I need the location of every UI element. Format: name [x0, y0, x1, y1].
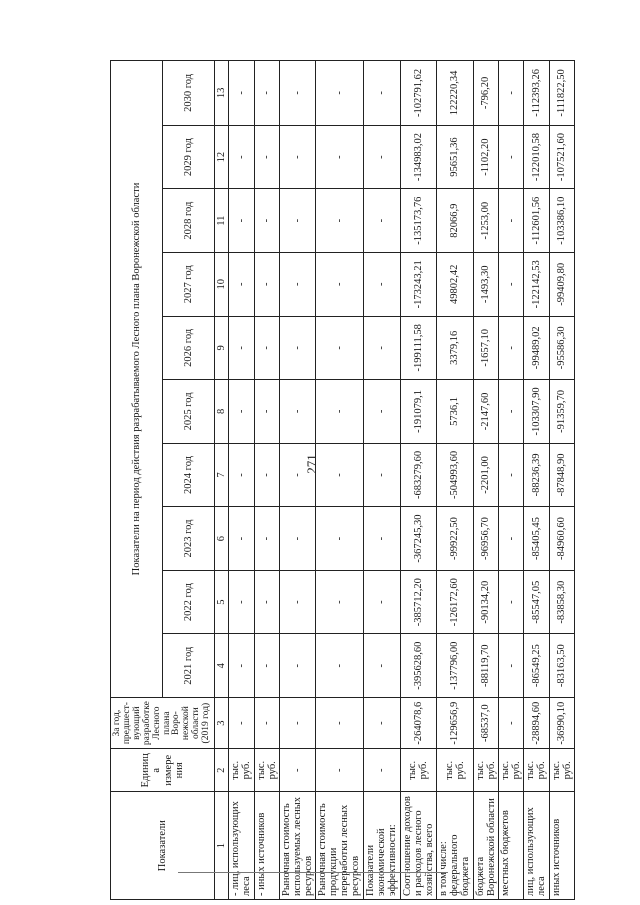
row-value: -	[364, 634, 401, 698]
table-row	[498, 61, 523, 900]
row-value: -1102,20	[473, 125, 498, 189]
row-value: -	[279, 189, 316, 253]
row-value: -	[364, 189, 401, 253]
row-value: -	[254, 698, 279, 749]
row-unit: тыс. руб.	[549, 749, 574, 792]
row-value: -122142,53	[524, 252, 549, 316]
row-value: -	[316, 125, 364, 189]
header-year-6: 2026 год	[163, 316, 215, 380]
row-label: в том числе: федерального бюджета	[437, 792, 474, 900]
table-row	[316, 61, 364, 900]
row-label: Рыночная стоимость продукции переработки лесных ресурсов	[316, 792, 364, 900]
row-value: -	[254, 125, 279, 189]
row-value: -385712,20	[400, 570, 437, 634]
row-value: -	[279, 698, 316, 749]
column-number-4: 4	[215, 634, 229, 698]
header-year-5: 2025 год	[163, 380, 215, 444]
row-value: -	[364, 316, 401, 380]
row-value: -	[316, 380, 364, 444]
column-number-8: 8	[215, 380, 229, 444]
row-value: -134983,02	[400, 125, 437, 189]
header-prev-year: За год, предшест-вующий разработке Лесного плана Воро-нежской области (2019 год)	[111, 698, 215, 749]
row-value: 122220,34	[437, 61, 474, 126]
row-value: -	[254, 189, 279, 253]
row-value: -199111,58	[400, 316, 437, 380]
row-label: бюджета Воронежской области	[473, 792, 498, 900]
row-value: -	[229, 443, 254, 507]
row-value: -	[279, 443, 316, 507]
row-value: -129656,9	[437, 698, 474, 749]
row-value: -	[229, 189, 254, 253]
table-row	[254, 61, 279, 900]
row-value: -2147,60	[473, 380, 498, 444]
row-value: -	[254, 380, 279, 444]
row-unit: тыс. руб.	[498, 749, 523, 792]
row-value: -	[498, 698, 523, 749]
row-unit: -	[364, 749, 401, 792]
table-row	[279, 61, 316, 900]
row-unit: -	[316, 749, 364, 792]
header-year-1: 2021 год	[163, 634, 215, 698]
column-number-11: 11	[215, 189, 229, 253]
row-value: -	[254, 570, 279, 634]
page-number: 271	[303, 454, 319, 474]
row-value: -796,20	[473, 61, 498, 126]
table-row	[473, 61, 498, 900]
row-value: -	[498, 570, 523, 634]
row-value: -96956,70	[473, 507, 498, 571]
row-value: -1657,10	[473, 316, 498, 380]
row-value: -191079,1	[400, 380, 437, 444]
header-row-1	[111, 61, 163, 900]
row-value: -	[279, 252, 316, 316]
row-value: -	[364, 252, 401, 316]
row-value: -68537,0	[473, 698, 498, 749]
row-value: -2201,00	[473, 443, 498, 507]
column-number-5: 5	[215, 570, 229, 634]
row-value: -	[254, 634, 279, 698]
header-year-8: 2028 год	[163, 189, 215, 253]
row-value: -264078,6	[400, 698, 437, 749]
column-number-3: 3	[215, 698, 229, 749]
row-value: -	[316, 316, 364, 380]
row-unit: тыс. руб.	[254, 749, 279, 792]
row-value: 95651,36	[437, 125, 474, 189]
row-value: -	[498, 380, 523, 444]
header-unit: Единица измерения	[111, 749, 215, 792]
row-value: -86549,25	[524, 634, 549, 698]
row-value: -	[254, 507, 279, 571]
row-value: -	[279, 507, 316, 571]
row-label: - лиц, использующих леса	[229, 792, 254, 900]
row-value: -83163,50	[549, 634, 574, 698]
table-row	[524, 61, 549, 900]
column-number-row	[215, 61, 229, 900]
row-value: -99409,80	[549, 252, 574, 316]
row-value: -	[279, 380, 316, 444]
row-value: -90134,20	[473, 570, 498, 634]
header-year-3: 2023 год	[163, 507, 215, 571]
row-value: -	[316, 507, 364, 571]
row-value: -91359,70	[549, 380, 574, 444]
row-value: -	[364, 507, 401, 571]
row-value: -	[229, 252, 254, 316]
row-value: 82066,9	[437, 189, 474, 253]
row-value: -	[229, 380, 254, 444]
row-value: 49802,42	[437, 252, 474, 316]
row-value: -1493,30	[473, 252, 498, 316]
header-year-10: 2030 год	[163, 61, 215, 126]
rotated-table-container	[110, 60, 575, 900]
row-value: -	[364, 61, 401, 126]
row-value: -135173,76	[400, 189, 437, 253]
row-value: -	[229, 61, 254, 126]
row-value: -1253,00	[473, 189, 498, 253]
row-value: -103307,90	[524, 380, 549, 444]
row-value: -	[498, 61, 523, 126]
header-year-9: 2029 год	[163, 125, 215, 189]
row-value: -	[498, 443, 523, 507]
row-value: -	[279, 316, 316, 380]
row-value: -	[498, 507, 523, 571]
row-value: -367245,30	[400, 507, 437, 571]
row-value: 5736,1	[437, 380, 474, 444]
row-value: -84960,60	[549, 507, 574, 571]
row-value: 3379,16	[437, 316, 474, 380]
row-value: -683279,60	[400, 443, 437, 507]
row-value: -	[229, 634, 254, 698]
row-value: -	[316, 634, 364, 698]
row-value: -	[229, 125, 254, 189]
row-value: -	[498, 125, 523, 189]
row-value: -107521,60	[549, 125, 574, 189]
header-indicators: Показатели	[111, 792, 215, 900]
row-value: -87848,90	[549, 443, 574, 507]
row-label: - иных источников	[254, 792, 279, 900]
row-value: -	[498, 316, 523, 380]
row-value: -	[229, 570, 254, 634]
row-value: -	[254, 252, 279, 316]
row-value: -	[279, 570, 316, 634]
column-number-7: 7	[215, 443, 229, 507]
row-value: -	[364, 125, 401, 189]
row-value: -	[279, 61, 316, 126]
row-value: -	[364, 443, 401, 507]
row-value: -85547,05	[524, 570, 549, 634]
bottom-rule	[178, 872, 448, 873]
row-value: -	[364, 380, 401, 444]
row-value: -	[316, 61, 364, 126]
row-label: Соотношение доходов и расходов лесного хозяйства, всего	[400, 792, 437, 900]
row-label: лиц, использующих леса	[524, 792, 549, 900]
row-value: -	[316, 252, 364, 316]
row-label: иных источников	[549, 792, 574, 900]
row-value: -112393,26	[524, 61, 549, 126]
row-value: -	[498, 189, 523, 253]
row-value: -	[229, 698, 254, 749]
row-value: -103386,10	[549, 189, 574, 253]
table-row	[400, 61, 437, 900]
row-value: -36990,10	[549, 698, 574, 749]
row-value: -	[316, 570, 364, 634]
row-value: -85405,45	[524, 507, 549, 571]
row-value: -88236,39	[524, 443, 549, 507]
row-value: -	[254, 316, 279, 380]
row-value: -	[498, 634, 523, 698]
row-value: -	[364, 570, 401, 634]
header-year-4: 2024 год	[163, 443, 215, 507]
row-value: -	[498, 252, 523, 316]
row-value: -173243,21	[400, 252, 437, 316]
row-unit: тыс. руб.	[524, 749, 549, 792]
row-value: -395628,60	[400, 634, 437, 698]
row-value: -95586,30	[549, 316, 574, 380]
row-value: -111822,50	[549, 61, 574, 126]
header-year-2: 2022 год	[163, 570, 215, 634]
row-value: -	[254, 443, 279, 507]
row-value: -126172,60	[437, 570, 474, 634]
row-label: Рыночная стоимость используемых лесных ресурсов	[279, 792, 316, 900]
row-label: местных бюджетов	[498, 792, 523, 900]
table-row	[364, 61, 401, 900]
row-value: -122010,58	[524, 125, 549, 189]
table-row	[229, 61, 254, 900]
row-value: -	[364, 698, 401, 749]
column-number-12: 12	[215, 125, 229, 189]
forest-plan-table	[110, 60, 575, 900]
row-value: -	[316, 698, 364, 749]
column-number-9: 9	[215, 316, 229, 380]
row-value: -83858,30	[549, 570, 574, 634]
row-value: -99489,02	[524, 316, 549, 380]
row-unit: тыс. руб.	[437, 749, 474, 792]
column-number-2: 2	[215, 749, 229, 792]
row-value: -	[229, 316, 254, 380]
row-value: -	[279, 634, 316, 698]
row-value: -504993,60	[437, 443, 474, 507]
row-unit: тыс. руб.	[229, 749, 254, 792]
row-value: -	[254, 61, 279, 126]
row-value: -102791,62	[400, 61, 437, 126]
row-unit: тыс. руб.	[473, 749, 498, 792]
row-value: -112601,56	[524, 189, 549, 253]
row-value: -	[229, 507, 254, 571]
header-year-7: 2027 год	[163, 252, 215, 316]
row-unit: -	[279, 749, 316, 792]
row-value: -99922,50	[437, 507, 474, 571]
table-row	[437, 61, 474, 900]
column-number-1: 1	[215, 792, 229, 900]
row-value: -	[316, 443, 364, 507]
column-number-13: 13	[215, 61, 229, 126]
header-period: Показатели на период действия разрабатываемого Лесного плана Воронежской области	[111, 61, 163, 698]
row-value: -	[316, 189, 364, 253]
row-value: -137796,00	[437, 634, 474, 698]
row-value: -88119,70	[473, 634, 498, 698]
column-number-6: 6	[215, 507, 229, 571]
table-row	[549, 61, 574, 900]
row-unit: тыс. руб.	[400, 749, 437, 792]
row-label: Показатели экономической эффективности:	[364, 792, 401, 900]
column-number-10: 10	[215, 252, 229, 316]
row-value: -	[279, 125, 316, 189]
row-value: -28894,60	[524, 698, 549, 749]
